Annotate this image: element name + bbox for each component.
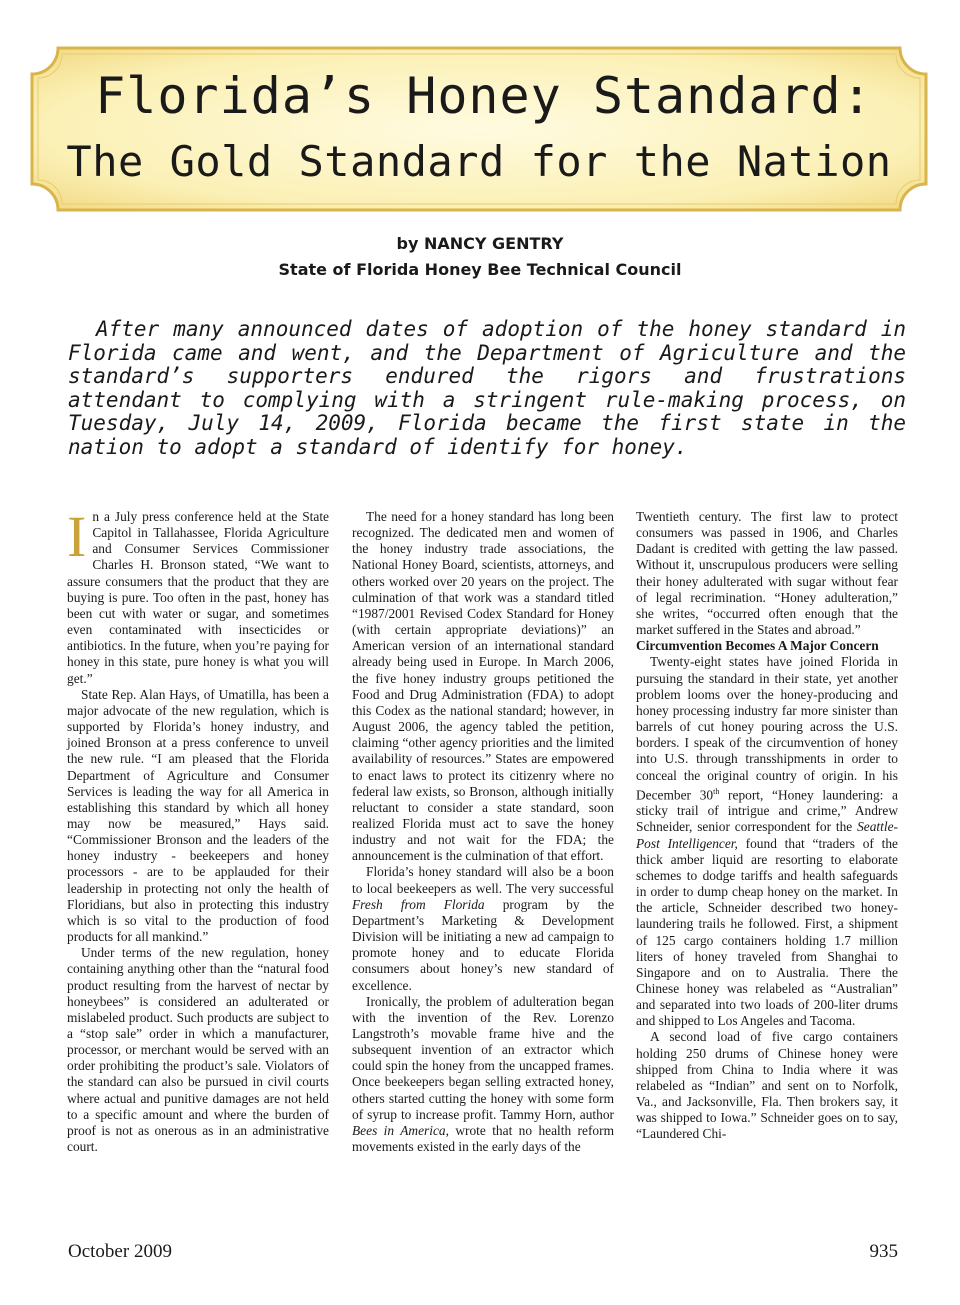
col1-paragraph-1 [67, 504, 329, 687]
drop-cap: I [67, 504, 87, 569]
col2-p3-italic: Bees in America [352, 1122, 446, 1138]
title-banner [30, 45, 928, 213]
col3-p2-a: Twenty-eight states have joined Florida in pursuing the standard in their state, yet another problem looms over the honey-producing and honey processing industry far more sinister than barrels of cut honey pouring across the U.S. borders. I speak of the circumvention of honey into U.S. through transshipments in order to conceal the original country of origin. In his December 30 [636, 654, 898, 803]
col3-p2-italic: Seattle-Post Intelligencer, [636, 819, 898, 851]
col3-paragraph-2 [636, 654, 898, 1029]
col2-paragraph-2 [352, 864, 614, 993]
col2-p3-a: Ironically, the problem of adulteration began with the invention of the Rev. Lorenzo Langstroth’s movable frame hive and the subsequent invention of an extractor which could spin the honey from the uncapped frames. Once beekeepers began selling extracted honey, others started cutting the honey with some form of syrup to increase profit. Tammy Horn, author [352, 993, 614, 1122]
intro-text: After many announced dates of adoption of the honey standard in Florida came and went, and the Department of Agriculture and the standard’s supporters endured the rigors and frustrations attendant to complying with a stringent rule-making process, on Tuesday, July 14, 2009, Florida became the first state in the nation to adopt a standard of identify for honey. [68, 317, 906, 459]
col2-p3-b: , wrote that no health reform movements existed in the early days of the [352, 1122, 614, 1155]
col3-p2-c: found that “traders of the thick amber liquid are resorting to elaborate schemes to dodge tariffs and health safeguards in order to dump cheap honey on the market. In the article, Schneider described two honey-laundering trails he followed. First, a shipment of 125 cargo containers holding 1.7 million liters of honey traveled from Shanghai to Singapore and on to Australia. There the Chinese honey was relabeled as “Australian” and separated into two loads of 200-liter drums and shipped to Los Angeles and Tacoma. [636, 835, 898, 1029]
byline [0, 234, 960, 286]
section-subhead: Circumvention Becomes A Major Concern [636, 638, 879, 654]
column-3 [636, 509, 898, 1143]
intro-paragraph [68, 318, 906, 459]
col2-p2-a: Florida’s honey standard will also be a boon to local beekeepers as well. The very successful [352, 864, 614, 896]
col1-paragraph-3: Under terms of the new regulation, honey containing anything other than the “natural food product resulting from the harvest of nectar by honeybees” is considered an adulterated or mislabeled product. Such products are subject to a “stop sale” order in which a manufacturer, processor, or merchant would be served with an order prohibiting the product’s sale. Violators of the standard can also be pursued in civil courts where actual and punitive damages are not held to a specific amount and where the burden of proof is not as onerous as in an administrative court. [67, 945, 329, 1155]
title-line-1: Florida’s Honey Standard: [95, 67, 873, 125]
col3-p2-sup: th [713, 786, 720, 796]
page-number: 935 [869, 1241, 898, 1262]
col3-paragraph-1: Twentieth century. The first law to protect consumers was passed in 1906, and Charles Dadant is credited with getting the law passed. Without it, unscrupulous producers were selling their honey adulterated with sugar without fear of legal recrimination. “Honey adulteration,” she writes, “occurred often enough that the market suffered in the States and abroad.” [636, 509, 898, 638]
col3-paragraph-3: A second load of five cargo containers holding 250 drums of Chinese honey were shipped from China to India where it was relabeled as “Indian” and sent on to Norfolk, Va., and Jacksonville, Fla. Then brokers say, it was shipped to Iowa.” Schneider goes on to say, “Laundered Chi- [636, 1029, 898, 1142]
col2-p2-b: program by the Department’s Marketing & Development Division will be initiating a new ad campaign to promote honey and to educate Florida consumers about honey’s new standard of excellence. [352, 896, 615, 993]
title-line-2: The Gold Standard for the Nation [66, 137, 892, 186]
author-name: by NANCY GENTRY [396, 234, 564, 253]
issue-date: October 2009 [68, 1241, 172, 1262]
col1-p1-text: n a July press conference held at the State Capitol in Tallahassee, Florida Agriculture and Consumer Services Commissioner Charles H. Bronson stated, “We want to assure consumers that the product that they are buying is pure. Too often in the past, honey has been cut with water or sugar, and sometimes even contaminated with insecticides or antibiotics. In the future, when you’re paying for honey in this state, pure honey is what you will get.” [67, 509, 329, 686]
col2-paragraph-3 [352, 994, 614, 1156]
column-1 [67, 504, 329, 1155]
col1-paragraph-2: State Rep. Alan Hays, of Umatilla, has been a major advocate of the new regulation, which is supported by Florida’s honey industry, and joined Bronson at a press conference to unveil the new rule. “I am pleased that the Florida Department of Agriculture and Consumer Services is leading the way for all America in establishing this standard by which all honey may now be measured,” Hays said. “Commissioner Bronson and the leaders of the honey industry - beekeepers and honey processors - are to be applauded for their leadership in protecting not only the health of Floridians, but also in protecting this industry which is so vital to the production of food products for all mankind.” [67, 686, 329, 945]
author-affiliation: State of Florida Honey Bee Technical Council [278, 260, 682, 279]
col2-p2-italic: Fresh from Florida [352, 896, 485, 912]
column-2 [352, 509, 614, 1155]
col2-paragraph-1: The need for a honey standard has long been recognized. The dedicated men and women of the honey industry trade associations, the National Honey Board, scientists, attorneys, and others worked over 20 years on the project. The culmination of that work was a standard titled “1987/2001 Revised Codex Standard for Honey (with certain appropriate deviations)” an American version of an international standard already being used in Europe. In March 2006, the five honey industry groups petitioned the Food and Drug Administration (FDA) to adopt this Codex as the national standard; however, in August 2006, the agency tabled the petition, claiming “other agency priorities and the limited availability of resources.” States are empowered to enact laws to protect its citizenry where no federal law exists, so Bronson, although initially reluctant to consider a state standard, soon realized Florida must act to save the honey industry and not wait for the FDA; the announcement is the culmination of that effort. [352, 509, 614, 864]
col3-p2-b: report, “Honey laundering: a sticky trail of intrigue and crime,” Andrew Schneider, senior correspondent for the [636, 787, 898, 835]
